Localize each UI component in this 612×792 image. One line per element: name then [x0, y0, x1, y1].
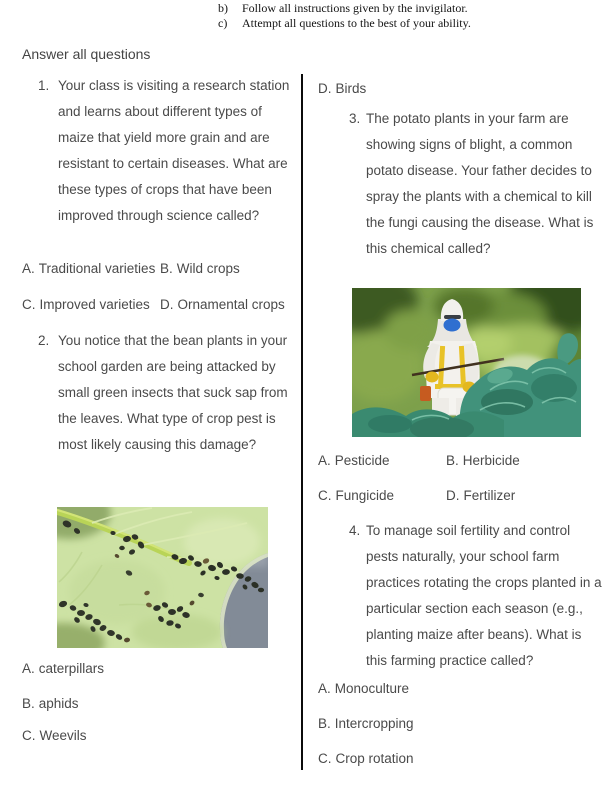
option-key: A.	[22, 261, 35, 276]
option-label: Fertilizer	[463, 488, 516, 503]
option-d[interactable]	[446, 486, 515, 506]
question-1	[38, 73, 296, 229]
option-key: C.	[22, 297, 36, 312]
question-3-options-row-2	[318, 486, 516, 506]
option-a[interactable]	[318, 453, 390, 468]
option-label: Weevils	[39, 728, 87, 743]
option-label: Traditional varieties	[38, 261, 156, 276]
column-divider	[301, 74, 303, 770]
question-2-option-a[interactable]	[22, 659, 104, 679]
question-4-option-c[interactable]	[318, 749, 414, 769]
glove-left	[426, 372, 439, 383]
question-2	[38, 328, 296, 458]
option-key: D.	[318, 81, 332, 96]
section-heading: Answer all questions	[22, 46, 151, 62]
option-label: Intercropping	[334, 716, 414, 731]
instruction-item	[218, 16, 471, 31]
question-text: The potato plants in your farm are showing signs of blight, a common potato disease. Your father decides to spray the plants with a chemical to kill the fungi causing the disease. What is this chemical called?	[366, 111, 594, 256]
question-text: You notice that the bean plants in your school garden are being attacked by small green insects that suck sap from the leaves. What type of crop pest is most likely causing this damage?	[58, 333, 288, 452]
instruction-label: c)	[218, 15, 228, 30]
option-label: Birds	[335, 81, 367, 96]
option-label: Herbicide	[462, 453, 520, 468]
option-label: Pesticide	[334, 453, 390, 468]
instructions-list	[218, 1, 471, 30]
option-d[interactable]	[160, 295, 285, 315]
option-key: A.	[318, 453, 331, 468]
option-key: B.	[22, 696, 35, 711]
question-number: 2.	[38, 333, 50, 348]
question-4-option-a[interactable]	[318, 679, 409, 699]
instruction-item	[218, 1, 471, 16]
aphids-on-leaf-figure	[57, 507, 268, 648]
option-c[interactable]	[22, 297, 150, 312]
option-label: aphids	[38, 696, 79, 711]
pesticide-spraying-photo	[352, 288, 581, 437]
canister	[420, 386, 431, 401]
instruction-text: Attempt all questions to the best of your ability.	[242, 15, 471, 30]
question-3	[349, 106, 604, 262]
question-text: Your class is visiting a research station and learns about different types of maize that yield more grain and are resistant to certain diseases. What are these types of crops that have been improved through science called?	[58, 78, 290, 223]
option-key: B.	[318, 716, 331, 731]
option-key: C.	[22, 728, 36, 743]
option-label: caterpillars	[38, 661, 105, 676]
goggles	[444, 315, 461, 319]
option-label: Monoculture	[334, 681, 410, 696]
option-key: A.	[22, 661, 35, 676]
option-key: D.	[160, 297, 174, 312]
respirator-mask	[444, 319, 461, 332]
question-number: 3.	[349, 111, 361, 126]
question-text: To manage soil fertility and control pests naturally, your school farm practices rotating the crops planted in a particular section each season (e.g., planting maize after beans). What is this farming practice called?	[366, 523, 602, 668]
question-2-option-b[interactable]	[22, 694, 79, 714]
option-key: C.	[318, 751, 332, 766]
option-key: B.	[446, 453, 459, 468]
question-number: 4.	[349, 523, 361, 538]
option-b[interactable]	[160, 259, 240, 279]
aphids-on-leaf-photo	[57, 507, 268, 648]
option-key: D.	[446, 488, 460, 503]
option-label: Crop rotation	[335, 751, 414, 766]
option-label: Fungicide	[335, 488, 395, 503]
option-key: A.	[318, 681, 331, 696]
option-c[interactable]	[318, 488, 394, 503]
question-number: 1.	[38, 78, 50, 93]
question-2-option-d[interactable]	[318, 79, 366, 99]
pesticide-spraying-figure	[352, 288, 581, 437]
option-key: B.	[160, 261, 173, 276]
option-label: Improved varieties	[39, 297, 150, 312]
question-1-options-row-2	[22, 295, 285, 315]
option-label: Wild crops	[176, 261, 240, 276]
question-2-option-c[interactable]	[22, 726, 87, 746]
option-label: Ornamental crops	[177, 297, 285, 312]
option-b[interactable]	[446, 451, 520, 471]
instruction-text: Follow all instructions given by the invigilator.	[242, 1, 468, 15]
option-key: C.	[318, 488, 332, 503]
instruction-label: b)	[218, 1, 228, 15]
question-4	[349, 518, 604, 674]
question-1-options-row-1	[22, 259, 240, 279]
question-3-options-row-1	[318, 451, 520, 471]
option-a[interactable]	[22, 261, 155, 276]
question-4-option-b[interactable]	[318, 714, 414, 734]
